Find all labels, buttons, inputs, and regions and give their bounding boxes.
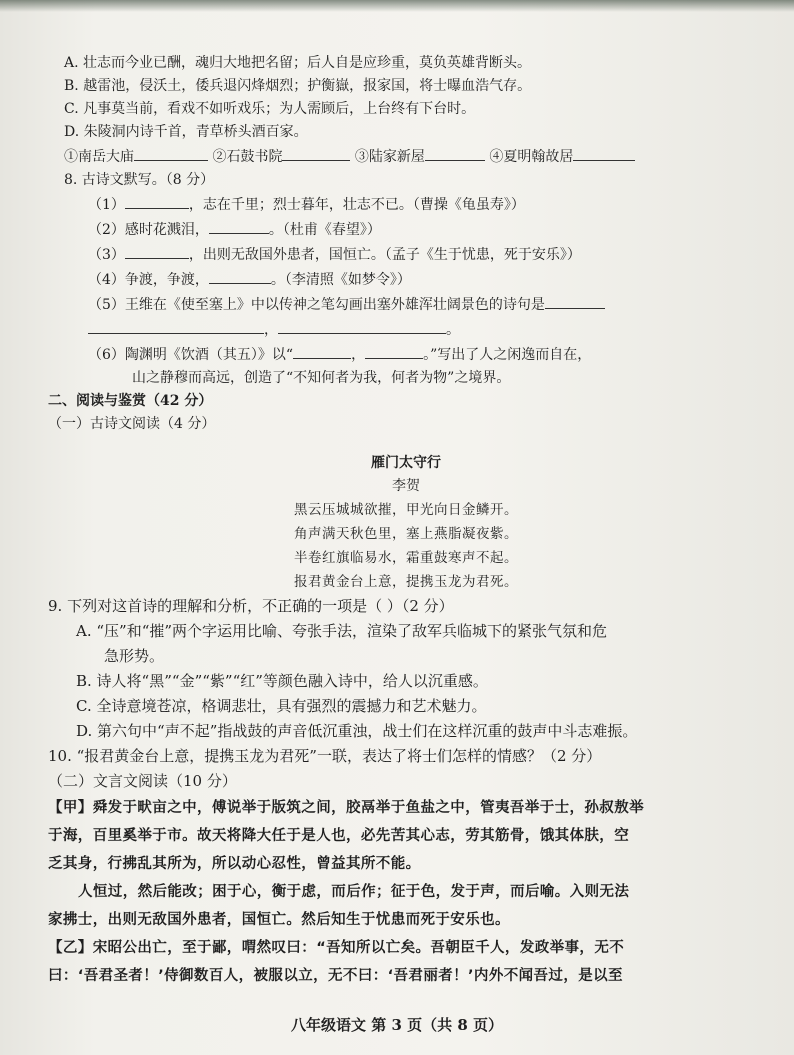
option-c: C. 凡事莫当前，看戏不如听戏乐；为人需顾后，上台终有下台时。 [64, 101, 476, 117]
item-text: 争渡，争渡， [124, 272, 209, 288]
answer-blank[interactable] [209, 217, 269, 234]
subsection-1-heading: （一）古诗文阅读（4 分） [48, 416, 216, 432]
q9-option-c: C. 全诗意境苍凉，格调悲壮，具有强烈的震撼力和艺术魅力。 [76, 697, 487, 715]
place-1: ①南岳大庙 [64, 149, 134, 165]
q8-line-3 [56, 242, 756, 267]
item-number: （3） [88, 247, 125, 263]
answer-blank[interactable] [125, 192, 189, 209]
q8-line-1 [56, 192, 756, 217]
punctuation: ， [264, 322, 278, 338]
jia-line-5: 家拂士，出则无敌国外患者，国恒亡。然后知生于忧患而死于安乐也。 [48, 912, 510, 928]
q8-line-5-cont [56, 317, 756, 342]
item-text: 陶渊明《饮酒（其五）》以“ [124, 347, 294, 363]
answer-blank[interactable] [125, 242, 189, 259]
q10-stem: 10. “报君黄金台上意，提携玉龙为君死”一联，表达了将士们怎样的情感？（2 分） [48, 747, 602, 765]
place-2: ②石鼓书院 [212, 149, 283, 165]
page-content [48, 52, 756, 990]
option-b: B. 越雷池，侵沃土，倭兵退闪烽烟烈；护衡嶽，报家国，将士曝血浩气存。 [64, 78, 532, 94]
item-text: 感时花溅泪， [124, 222, 209, 238]
jia-line-3: 乏其身，行拂乱其所为，所以动心忍性，曾益其所不能。 [48, 856, 421, 872]
item-text: ，出则无敌国外患者，国恒亡。（孟子《生于忧患，死于安乐》） [188, 247, 581, 263]
page-footer: 八年级语文 第 3 页（共 8 页） [291, 1016, 503, 1034]
answer-blank[interactable] [88, 317, 264, 334]
q9-option-a: A. “压”和“摧”两个字运用比喻、夸张手法，渲染了敌军兵临城下的紧张气氛和危 [76, 622, 608, 640]
punctuation: 。 [446, 322, 460, 338]
top-shadow [0, 0, 794, 12]
q8-line-5 [56, 292, 756, 317]
section-2-heading: 二、阅读与鉴赏（42 分） [48, 393, 213, 409]
q8-heading: 8. 古诗文默写。（8 分） [64, 172, 215, 188]
item-text: 王维在《使至塞上》中以传神之笔勾画出塞外雄浑壮阔景色的诗句是 [124, 297, 545, 313]
poem-line: 黑云压城城欲摧，甲光向日金鳞开。 [294, 502, 518, 518]
place-3: ③陆家新屋 [354, 149, 425, 165]
jia-line-1: 【甲】舜发于畎亩之中，傅说举于版筑之间，胶鬲举于鱼盐之中，管夷吾举于士，孙叔敖举 [48, 800, 644, 816]
item-number: （6） [88, 347, 125, 363]
item-source: 。（李清照《如梦令》） [270, 272, 411, 288]
q9-option-b: B. 诗人将“黑”“金”“紫”“红”等颜色融入诗中，给人以沉重感。 [76, 672, 488, 690]
answer-blank[interactable] [365, 342, 423, 359]
item-number: （4） [88, 272, 125, 288]
option-d: D. 朱陵洞内诗千首，青草桥头酒百家。 [64, 124, 308, 140]
answer-blank[interactable] [209, 267, 271, 284]
item-text: 。”写出了人之闲逸而自在， [423, 347, 592, 363]
places-row [56, 144, 756, 169]
answer-blank[interactable] [573, 144, 635, 161]
yi-line-2: 曰：‘吾君圣者！’侍御数百人，被服以立，无不曰：‘吾君丽者！’内外不闻吾过，是以至 [48, 968, 623, 984]
poem-line: 报君黄金台上意，提携玉龙为君死。 [294, 574, 518, 590]
poem-title: 雁门太守行 [371, 455, 441, 471]
answer-blank[interactable] [282, 144, 350, 161]
q9-option-d: D. 第六句中“声不起”指战鼓的声音低沉重浊，战士们在这样沉重的鼓声中斗志难振。 [76, 722, 638, 740]
item-source: 。（杜甫《春望》） [268, 222, 381, 238]
answer-blank[interactable] [293, 342, 351, 359]
answer-blank[interactable] [278, 317, 446, 334]
q8-line-2 [56, 217, 756, 242]
poem-author: 李贺 [392, 478, 420, 494]
q8-line-6-cont: 山之静穆而高远，创造了“不知何者为我，何者为物”之境界。 [132, 370, 511, 386]
yi-line-1: 【乙】宋昭公出亡，至于鄙，喟然叹曰：“吾知所以亡矣。吾朝臣千人，发政举事，无不 [48, 940, 625, 956]
item-number: （2） [88, 222, 125, 238]
jia-line-2: 于海，百里奚举于市。故天将降大任于是人也，必先苦其心志，劳其筋骨，饿其体肤，空 [48, 828, 630, 844]
answer-blank[interactable] [134, 144, 208, 161]
q8-line-4 [56, 267, 756, 292]
poem-line: 半卷红旗临易水，霜重鼓寒声不起。 [294, 550, 518, 566]
answer-blank[interactable] [425, 144, 485, 161]
item-number: （1） [88, 197, 125, 213]
poem-line: 角声满天秋色里，塞上燕脂凝夜紫。 [294, 526, 518, 542]
jia-line-4: 人恒过，然后能改；困于心，衡于虑，而后作；征于色，发于声，而后喻。入则无法 [78, 884, 630, 900]
option-a: A. 壮志而今业已酬，魂归大地把名留；后人自是应珍重，莫负英雄背断头。 [64, 55, 532, 71]
answer-blank[interactable] [545, 292, 605, 309]
punctuation: ， [351, 347, 366, 363]
q9-stem: 9. 下列对这首诗的理解和分析，不正确的一项是（ ）（2 分） [48, 597, 454, 615]
item-text: ，志在千里；烈士暮年，壮志不已。（曹操《龟虽寿》） [188, 197, 525, 213]
q9-option-a-cont: 急形势。 [104, 647, 165, 665]
place-4: ④夏明翰故居 [489, 149, 574, 165]
q8-line-6 [56, 342, 756, 367]
subsection-2-heading: （二）文言文阅读（10 分） [48, 772, 237, 790]
item-number: （5） [88, 297, 125, 313]
